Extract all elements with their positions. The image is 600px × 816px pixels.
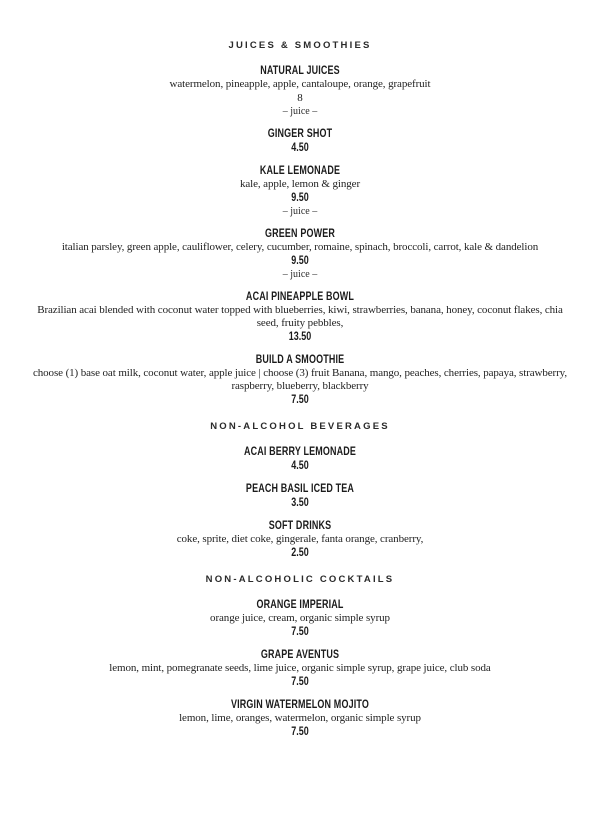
menu-item-green-power (26, 228, 574, 281)
menu-item-build-a-smoothie (26, 354, 574, 407)
item-price: 3.50 (291, 497, 309, 509)
item-note: – juice – (282, 206, 318, 217)
item-description: choose (1) base oat milk, coconut water, apple juice | choose (3) fruit Banana, mango, peaches, cherries, papaya, strawberry, raspberry, blueberry, blackberry (32, 367, 568, 392)
item-name: ACAI PINEAPPLE BOWL (245, 291, 355, 303)
item-description: orange juice, cream, organic simple syrup (210, 612, 390, 624)
item-name: KALE LEMONADE (259, 165, 341, 177)
menu-item-grape-aventus (26, 649, 574, 689)
item-note: – juice – (282, 269, 318, 280)
section-juices-smoothies (26, 40, 574, 407)
menu-item-acai-berry-lemonade (26, 446, 574, 473)
menu-item-peach-basil-iced-tea (26, 483, 574, 510)
section-title: NON-ALCOHOL BEVERAGES (210, 421, 390, 432)
menu-item-virgin-watermelon-mojito (26, 699, 574, 739)
menu-item-ginger-shot (26, 128, 574, 155)
item-price: 9.50 (291, 255, 309, 267)
section-title: JUICES & SMOOTHIES (228, 40, 372, 51)
item-price: 2.50 (291, 547, 309, 559)
item-price: 13.50 (288, 331, 312, 343)
item-price: 7.50 (291, 676, 309, 688)
item-name: SOFT DRINKS (268, 520, 332, 532)
item-description: coke, sprite, diet coke, gingerale, fanta orange, cranberry, (176, 533, 424, 545)
item-name: ORANGE IMPERIAL (256, 599, 344, 611)
item-description: lemon, mint, pomegranate seeds, lime juice, organic simple syrup, grape juice, club soda (109, 662, 491, 674)
menu-item-acai-pineapple-bowl (26, 291, 574, 344)
item-price: 4.50 (291, 142, 309, 154)
menu-item-kale-lemonade (26, 165, 574, 218)
item-name: BUILD A SMOOTHIE (255, 354, 345, 366)
item-price: 7.50 (291, 626, 309, 638)
menu-item-soft-drinks (26, 520, 574, 560)
section-non-alcoholic-cocktails (26, 574, 574, 739)
item-description: italian parsley, green apple, cauliflower, celery, cucumber, romaine, spinach, broccoli, carrot, kale & dandelion (61, 241, 539, 253)
item-price: 7.50 (291, 726, 309, 738)
section-non-alcohol-beverages (26, 421, 574, 560)
item-name: ACAI BERRY LEMONADE (243, 446, 357, 458)
item-price: 8 (297, 92, 303, 104)
item-name: VIRGIN WATERMELON MOJITO (231, 699, 369, 711)
item-name: NATURAL JUICES (260, 65, 340, 77)
item-description: kale, apple, lemon & ginger (239, 178, 361, 190)
section-title: NON-ALCOHOLIC COCKTAILS (205, 574, 395, 585)
menu-item-orange-imperial (26, 599, 574, 639)
item-price: 9.50 (291, 192, 309, 204)
item-price: 7.50 (291, 394, 309, 406)
item-description: lemon, lime, oranges, watermelon, organic simple syrup (179, 712, 421, 724)
item-description: watermelon, pineapple, apple, cantaloupe, orange, grapefruit (169, 78, 431, 90)
menu-item-natural-juices (26, 65, 574, 118)
item-description: Brazilian acai blended with coconut water topped with blueberries, kiwi, strawberries, banana, honey, coconut flakes, chia seed, fruity pebbles, (37, 304, 563, 329)
item-name: GREEN POWER (264, 228, 336, 240)
item-price: 4.50 (291, 460, 309, 472)
item-name: GINGER SHOT (267, 128, 333, 140)
item-note: – juice – (282, 106, 318, 117)
item-name: GRAPE AVENTUS (260, 649, 340, 661)
item-name: PEACH BASIL ICED TEA (245, 483, 355, 495)
